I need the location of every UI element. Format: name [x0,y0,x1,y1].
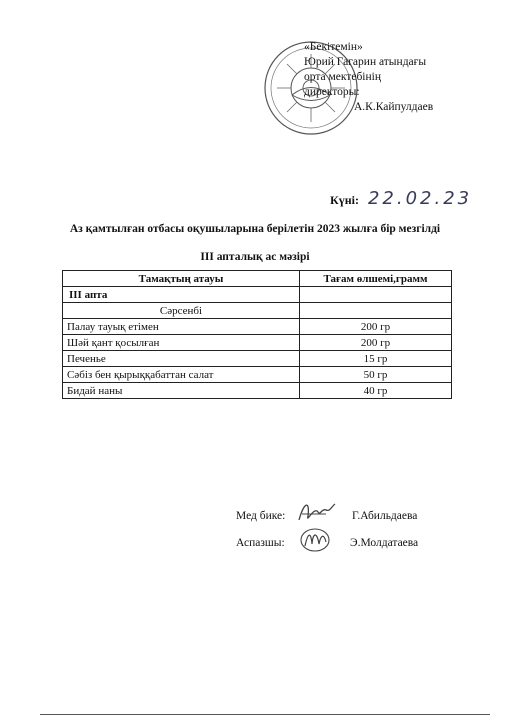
dish-amount: 15 гр [300,351,452,367]
document-title: Аз қамтылған отбасы оқушыларына берілетін 2023 жылға бір мезгілді [69,223,441,235]
director-name: А.К.Кайпулдаев [354,101,434,113]
dish-name: Сәбіз бен қырыққабаттан салат [63,367,300,383]
week-row [63,287,452,303]
page-bottom-edge [40,714,490,715]
approval-block [304,40,504,115]
dish-name: Печенье [63,351,300,367]
cook-label: Аспазшы: [236,537,285,549]
date-value: 22.02.23 [367,188,473,209]
header-amount: Тағам өлшемі,грамм [300,271,452,287]
table-header-row [63,271,452,287]
dish-name: Бидай наны [63,383,300,399]
menu-table [62,270,452,399]
dish-amount: 50 гр [300,367,452,383]
dish-amount: 200 гр [300,319,452,335]
table-row [63,383,452,399]
table-row [63,367,452,383]
cook-signature [298,526,332,554]
day-empty-cell [300,303,452,319]
nurse-name-row [352,510,417,522]
nurse-label: Мед бике: [236,510,286,522]
approval-title: «Бекітемін» [304,41,363,53]
table-row [63,335,452,351]
dish-name: Шәй қант қосылған [63,335,300,351]
cook-signature-row [236,537,285,549]
dish-name: Палау тауық етімен [63,319,300,335]
week-empty-cell [300,287,452,303]
cook-name-row [350,537,418,549]
dish-amount: 200 гр [300,335,452,351]
table-row [63,319,452,335]
day-row [63,303,452,319]
week-label: III апта [63,287,300,303]
dish-amount: 40 гр [300,383,452,399]
date-line [330,188,472,209]
table-row [63,351,452,367]
cook-name: Э.Молдатаева [350,537,419,549]
nurse-name: Г.Абильдаева [352,510,418,522]
approval-school-line: Юрий Гагарин атындағы [304,56,427,68]
approval-position: директоры: [304,86,360,98]
date-label: Күні: [330,193,359,207]
day-label: Сәрсенбі [63,303,300,319]
approval-school-line-2: орта мектебінің [304,71,381,83]
document-subtitle: III апталық ас мәзірі [200,251,310,263]
header-dish: Тамақтың атауы [63,271,300,287]
nurse-signature-row [236,510,285,522]
nurse-signature [296,498,338,526]
